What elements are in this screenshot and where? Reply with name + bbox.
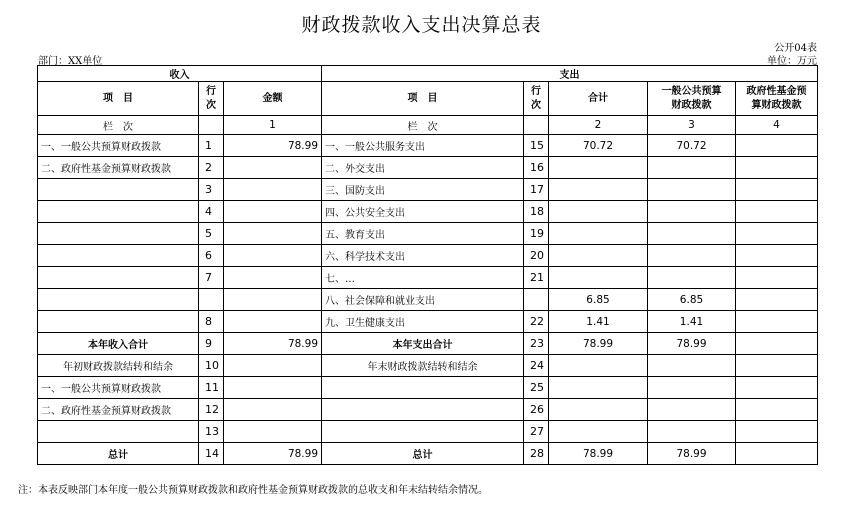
fund-budget-cell — [736, 377, 818, 399]
income-item-cell: 一、一般公共预算财政拨款 — [38, 135, 199, 157]
fund-budget-cell — [736, 421, 818, 443]
fund-budget-cell — [736, 135, 818, 157]
table-row — [38, 157, 818, 179]
income-item-cell: 二、政府性基金预算财政拨款 — [38, 157, 199, 179]
income-item-cell: 本年收入合计 — [38, 333, 199, 355]
expense-line-cell — [524, 289, 549, 311]
general-budget-cell: 78.99 — [648, 443, 736, 465]
income-amount-cell — [224, 245, 322, 267]
income-line-header: 行 次 — [199, 82, 224, 116]
fund-budget-cell — [736, 179, 818, 201]
expense-item-cell: 九、卫生健康支出 — [322, 311, 524, 333]
income-item-cell — [38, 289, 199, 311]
table-row — [38, 311, 818, 333]
total-cell — [549, 267, 648, 289]
general-budget-header: 一般公共预算 财政拨款 — [648, 82, 736, 116]
expense-line-cell: 25 — [524, 377, 549, 399]
general-budget-cell: 78.99 — [648, 333, 736, 355]
expense-line-cell: 20 — [524, 245, 549, 267]
income-amount-cell — [224, 399, 322, 421]
income-item-cell — [38, 245, 199, 267]
income-line-cell: 7 — [199, 267, 224, 289]
expense-item-cell: 三、国防支出 — [322, 179, 524, 201]
fund-budget-cell — [736, 245, 818, 267]
lanci-amount: 1 — [224, 116, 322, 135]
expense-item-cell: 五、教育支出 — [322, 223, 524, 245]
total-cell — [549, 377, 648, 399]
lanci-general: 3 — [648, 116, 736, 135]
expense-line-cell: 21 — [524, 267, 549, 289]
income-amount-cell — [224, 311, 322, 333]
income-line-cell: 2 — [199, 157, 224, 179]
lanci-total: 2 — [549, 116, 648, 135]
fund-budget-cell — [736, 289, 818, 311]
expense-line-cell: 18 — [524, 201, 549, 223]
expense-line-cell: 16 — [524, 157, 549, 179]
total-cell — [549, 399, 648, 421]
income-item-cell — [38, 311, 199, 333]
income-item-cell — [38, 267, 199, 289]
total-cell: 70.72 — [549, 135, 648, 157]
income-amount-cell — [224, 421, 322, 443]
income-lanci-line — [199, 116, 224, 135]
income-line-cell: 11 — [199, 377, 224, 399]
income-amount-cell — [224, 289, 322, 311]
expense-item-cell — [322, 377, 524, 399]
income-line-cell: 14 — [199, 443, 224, 465]
table-row — [38, 421, 818, 443]
income-amount-cell — [224, 157, 322, 179]
expense-item-cell: 年末财政拨款结转和结余 — [322, 355, 524, 377]
amount-header: 金额 — [224, 82, 322, 116]
general-budget-cell — [648, 245, 736, 267]
income-line-cell — [199, 289, 224, 311]
income-item-cell — [38, 421, 199, 443]
income-line-cell: 13 — [199, 421, 224, 443]
table-row — [38, 355, 818, 377]
income-item-cell — [38, 201, 199, 223]
total-cell: 78.99 — [549, 443, 648, 465]
total-cell: 78.99 — [549, 333, 648, 355]
expense-line-cell: 26 — [524, 399, 549, 421]
fund-budget-cell — [736, 201, 818, 223]
table-row — [38, 179, 818, 201]
income-amount-cell — [224, 179, 322, 201]
expense-line-cell: 27 — [524, 421, 549, 443]
income-line-cell: 1 — [199, 135, 224, 157]
income-line-cell: 3 — [199, 179, 224, 201]
income-line-cell: 9 — [199, 333, 224, 355]
fund-budget-cell — [736, 267, 818, 289]
table-row — [38, 443, 818, 465]
general-budget-cell — [648, 399, 736, 421]
table-row — [38, 267, 818, 289]
fund-budget-cell — [736, 355, 818, 377]
general-budget-cell — [648, 179, 736, 201]
total-cell: 6.85 — [549, 289, 648, 311]
general-budget-cell: 1.41 — [648, 311, 736, 333]
general-budget-cell — [648, 421, 736, 443]
general-budget-cell — [648, 201, 736, 223]
form-number: 公开04表 — [774, 43, 817, 54]
fund-budget-cell — [736, 223, 818, 245]
general-budget-cell — [648, 157, 736, 179]
total-cell: 1.41 — [549, 311, 648, 333]
income-amount-cell — [224, 377, 322, 399]
table-row — [38, 333, 818, 355]
total-cell — [549, 355, 648, 377]
income-line-cell: 6 — [199, 245, 224, 267]
total-cell — [549, 421, 648, 443]
expense-item-cell: 二、外交支出 — [322, 157, 524, 179]
income-amount-cell — [224, 267, 322, 289]
report-title: 财政拨款收入支出决算总表 — [301, 14, 542, 36]
expense-section-header: 支出 — [322, 66, 818, 82]
expense-item-cell: 本年支出合计 — [322, 333, 524, 355]
unit-label: 单位：万元 — [767, 56, 817, 67]
finance-summary-table — [37, 65, 818, 465]
income-item-cell: 总计 — [38, 443, 199, 465]
expense-lanci-label: 栏 次 — [322, 116, 524, 135]
expense-line-cell: 24 — [524, 355, 549, 377]
income-amount-cell: 78.99 — [224, 135, 322, 157]
table-row — [38, 377, 818, 399]
total-cell — [549, 157, 648, 179]
department-label: 部门：XX单位 — [38, 56, 103, 67]
income-line-cell: 10 — [199, 355, 224, 377]
expense-lanci-line — [524, 116, 549, 135]
footnote: 注：本表反映部门本年度一般公共预算财政拨款和政府性基金预算财政拨款的总收支和年末结转结余情况。 — [18, 485, 488, 496]
income-item-cell: 年初财政拨款结转和结余 — [38, 355, 199, 377]
fund-budget-cell — [736, 333, 818, 355]
income-amount-cell: 78.99 — [224, 443, 322, 465]
income-line-cell: 4 — [199, 201, 224, 223]
expense-line-header: 行 次 — [524, 82, 549, 116]
fund-budget-cell — [736, 399, 818, 421]
table-row — [38, 289, 818, 311]
income-item-cell — [38, 179, 199, 201]
table-row — [38, 245, 818, 267]
table-row — [38, 135, 818, 157]
expense-item-cell: 六、科学技术支出 — [322, 245, 524, 267]
total-header: 合计 — [549, 82, 648, 116]
fund-budget-cell — [736, 311, 818, 333]
general-budget-cell — [648, 267, 736, 289]
income-amount-cell — [224, 355, 322, 377]
expense-line-cell: 22 — [524, 311, 549, 333]
general-budget-cell: 70.72 — [648, 135, 736, 157]
expense-item-cell: 一、一般公共服务支出 — [322, 135, 524, 157]
income-section-header: 收入 — [38, 66, 322, 82]
expense-line-cell: 17 — [524, 179, 549, 201]
total-cell — [549, 179, 648, 201]
expense-item-cell: 七、… — [322, 267, 524, 289]
income-lanci-label: 栏 次 — [38, 116, 199, 135]
lanci-fund: 4 — [736, 116, 818, 135]
income-item-header: 项 目 — [38, 82, 199, 116]
general-budget-cell — [648, 377, 736, 399]
fund-budget-header: 政府性基金预 算财政拨款 — [736, 82, 818, 116]
table-row — [38, 223, 818, 245]
expense-item-cell: 四、公共安全支出 — [322, 201, 524, 223]
general-budget-cell: 6.85 — [648, 289, 736, 311]
income-line-cell: 12 — [199, 399, 224, 421]
income-amount-cell — [224, 223, 322, 245]
expense-item-header: 项 目 — [322, 82, 524, 116]
income-amount-cell: 78.99 — [224, 333, 322, 355]
income-item-cell: 二、政府性基金预算财政拨款 — [38, 399, 199, 421]
expense-item-cell: 总计 — [322, 443, 524, 465]
income-item-cell — [38, 223, 199, 245]
total-cell — [549, 223, 648, 245]
general-budget-cell — [648, 355, 736, 377]
expense-item-cell: 八、社会保障和就业支出 — [322, 289, 524, 311]
income-line-cell: 8 — [199, 311, 224, 333]
income-item-cell: 一、一般公共预算财政拨款 — [38, 377, 199, 399]
expense-item-cell — [322, 399, 524, 421]
expense-line-cell: 19 — [524, 223, 549, 245]
expense-item-cell — [322, 421, 524, 443]
total-cell — [549, 201, 648, 223]
table-row — [38, 399, 818, 421]
fund-budget-cell — [736, 157, 818, 179]
fund-budget-cell — [736, 443, 818, 465]
income-line-cell: 5 — [199, 223, 224, 245]
expense-line-cell: 15 — [524, 135, 549, 157]
table-row — [38, 201, 818, 223]
expense-line-cell: 23 — [524, 333, 549, 355]
expense-line-cell: 28 — [524, 443, 549, 465]
income-amount-cell — [224, 201, 322, 223]
total-cell — [549, 245, 648, 267]
general-budget-cell — [648, 223, 736, 245]
